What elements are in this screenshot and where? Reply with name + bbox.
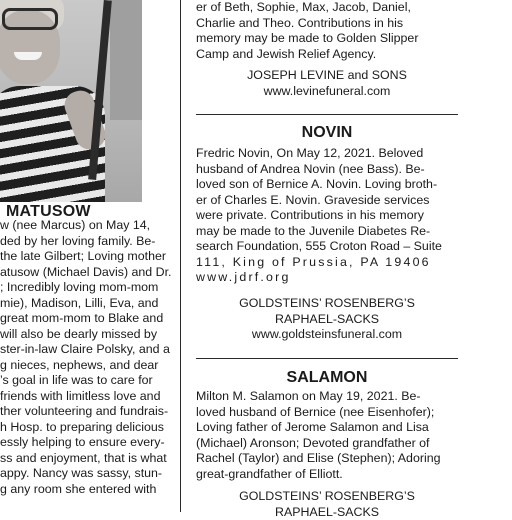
text-line: may be made to the Juvenile Diabetes Re- [196, 224, 458, 240]
photo-smile [14, 52, 42, 60]
funeral-home-website: www.goldsteinsfuneral.com [196, 327, 458, 343]
funeral-home-name-line2: RAPHAEL-SACKS [196, 312, 458, 328]
text-line: w (nee Marcus) on May 14, [0, 218, 178, 234]
text-line: ster-in-law Claire Polsky, and a [0, 342, 178, 358]
funeral-home-block-novin [196, 296, 458, 343]
text-line: ded by her loving family. Be- [0, 234, 178, 250]
text-line: www.jdrf.org [196, 270, 458, 286]
text-line: ther volunteering and fundrais- [0, 404, 178, 420]
text-line: the late Gilbert; Loving mother [0, 249, 178, 265]
section-rule [196, 114, 458, 115]
text-line: (Michael) Aronson; Devoted grandfather of [196, 436, 458, 452]
text-line: husband of Andrea Novin (nee Bass). Be- [196, 162, 458, 178]
text-line: essly helping to ensure every- [0, 435, 178, 451]
text-line: loved son of Bernice A. Novin. Loving broth- [196, 177, 458, 193]
text-line: er of Charles E. Novin. Graveside services [196, 193, 458, 209]
text-line: er of Beth, Sophie, Max, Jacob, Daniel, [196, 0, 458, 16]
funeral-home-block-levine [196, 68, 458, 99]
text-line: Charlie and Theo. Contributions in his [196, 16, 458, 32]
obituary-photo [0, 0, 142, 202]
funeral-home-name-line1: GOLDSTEINS’ ROSENBERG’S [196, 489, 458, 505]
text-line: friends with limitless love and [0, 389, 178, 405]
photo-glasses [2, 8, 58, 30]
text-line: ss and enjoyment, that is what [0, 451, 178, 467]
funeral-home-block-salamon [196, 489, 458, 520]
obituary-heading-salamon: SALAMON [196, 369, 458, 387]
obituary-heading-matusow: MATUSOW [6, 203, 91, 221]
funeral-home-name-line2: RAPHAEL-SACKS [196, 505, 458, 520]
column-divider [180, 0, 181, 512]
obituary-heading-novin: NOVIN [196, 124, 458, 142]
funeral-home-website: www.levinefuneral.com [196, 84, 458, 100]
text-line: loved husband of Bernice (nee Eisenhofer); [196, 405, 458, 421]
text-line: g any room she entered with [0, 482, 178, 498]
text-line: were private. Contributions in his memory [196, 208, 458, 224]
text-line: atusow (Michael Davis) and Dr. [0, 265, 178, 281]
obituary-body-novin [196, 146, 458, 286]
text-line: search Foundation, 555 Croton Road – Suite [196, 239, 458, 255]
obituary-body-levine-continued [196, 0, 458, 62]
text-line: mie), Madison, Lilli, Eva, and [0, 296, 178, 312]
text-line: Rachel (Taylor) and Elise (Stephen); Adoring [196, 451, 458, 467]
text-line: Loving father of Jerome Salamon and Lisa [196, 420, 458, 436]
text-line: g nieces, nephews, and dear [0, 358, 178, 374]
text-line: Milton M. Salamon on May 19, 2021. Be- [196, 389, 458, 405]
text-line: great-grandfather of Elliott. [196, 467, 458, 483]
photo-background [110, 0, 142, 120]
text-line: memory may be made to Golden Slipper [196, 31, 458, 47]
funeral-home-name-line1: GOLDSTEINS’ ROSENBERG’S [196, 296, 458, 312]
funeral-home-name: JOSEPH LEVINE and SONS [196, 68, 458, 84]
text-line: great mom-mom to Blake and [0, 311, 178, 327]
text-line: h Hosp. to preparing delicious [0, 420, 178, 436]
text-line: Fredric Novin, On May 12, 2021. Beloved [196, 146, 458, 162]
text-line: ; Incredibly loving mom-mom [0, 280, 178, 296]
text-line: Camp and Jewish Relief Agency. [196, 47, 458, 63]
text-line: 111, King of Prussia, PA 19406 [196, 255, 458, 271]
text-line: appy. Nancy was sassy, stun- [0, 466, 178, 482]
obituary-body-matusow [0, 218, 178, 497]
text-line: ’s goal in life was to care for [0, 373, 178, 389]
section-rule [196, 358, 458, 359]
text-line: will also be dearly missed by [0, 327, 178, 343]
obituary-body-salamon [196, 389, 458, 482]
